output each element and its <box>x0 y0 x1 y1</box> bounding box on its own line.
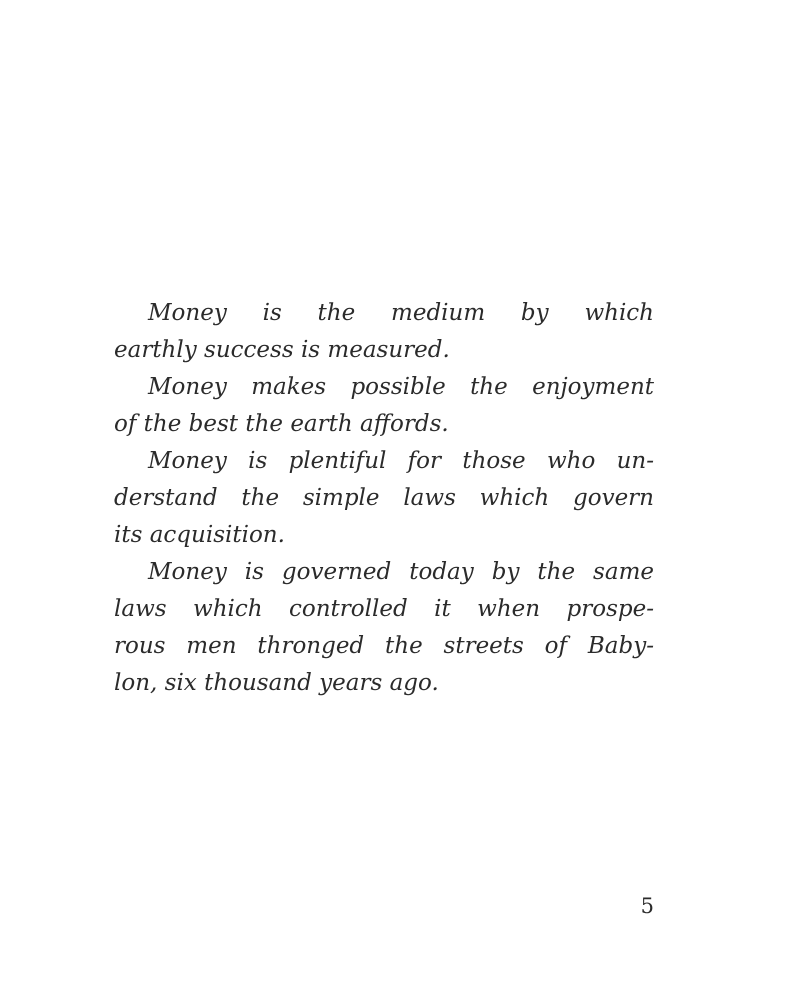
text-line: derstand the simple laws which govern <box>114 485 654 511</box>
text-line: earthly success is measured. <box>114 337 450 363</box>
text-line: Money is governed today by the same <box>148 559 654 585</box>
text-line: lon, six thousand years ago. <box>114 670 439 696</box>
text-line: rous men thronged the streets of Baby- <box>114 633 654 659</box>
paragraph-1 <box>114 295 654 369</box>
text-line: its acquisition. <box>114 522 285 548</box>
text-line: Money is plentiful for those who un- <box>148 448 654 474</box>
paragraph-4 <box>114 554 654 702</box>
text-line: laws which controlled it when prospe- <box>114 596 654 622</box>
paragraph-2 <box>114 369 654 443</box>
body-text <box>114 295 654 702</box>
text-line: Money is the medium by which <box>148 300 654 326</box>
paragraph-3 <box>114 443 654 554</box>
text-line: of the best the earth affords. <box>114 411 449 437</box>
page-number: 5 <box>640 894 654 918</box>
text-line: Money makes possible the enjoyment <box>148 374 654 400</box>
